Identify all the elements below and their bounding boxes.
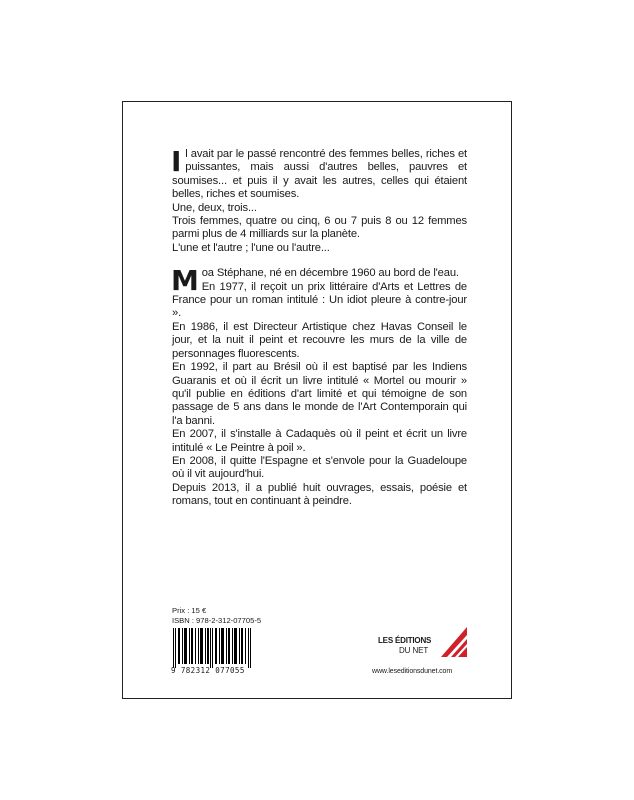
barcode-image bbox=[172, 628, 252, 668]
intro-line-2: Une, deux, trois... bbox=[172, 201, 257, 214]
bio-paragraph-7: Depuis 2013, il a publié huit ouvrages, essais, poésie et romans, tout en continuant à peindre. bbox=[172, 481, 467, 508]
publisher-name-line1: LES ÉDITIONS bbox=[378, 636, 432, 645]
back-cover-text bbox=[171, 145, 467, 509]
isbn-label: ISBN : 978-2-312-07705-5 bbox=[172, 616, 262, 625]
intro-line-3: Trois femmes, quatre ou cinq, 6 ou 7 puis 8 ou 12 femmes parmi plus de 4 milliards sur la planète. bbox=[172, 215, 467, 241]
price-label: Prix : 15 € bbox=[172, 606, 207, 615]
price-block bbox=[172, 606, 261, 626]
publisher-logo-icon bbox=[441, 627, 467, 657]
bio-paragraph-1: Moa Stéphane, né en décembre 1960 au bord de l'eau. En 1977, il reçoit un prix littéraire d'Arts et Lettres de France pour un roman intitulé : Un idiot pleure à contre-jour ». bbox=[171, 264, 467, 320]
bio-paragraph-5: En 2007, il s'installe à Cadaquès où il peint et écrit un livre intitulé « Le Peintre à poil ». bbox=[172, 428, 467, 454]
dropcap-i: I bbox=[171, 145, 182, 178]
intro-paragraph: Il avait par le passé rencontré des femmes belles, riches et puissantes, mais aussi d'autres belles, pauvres et soumises... et puis il y avait les autres, celles qui étaient belles, riches et soumises. bbox=[171, 145, 467, 201]
publisher-url: www.leseditionsdunet.com bbox=[372, 668, 453, 675]
bio-paragraph-6: En 2008, il quitte l'Espagne et s'envole pour la Guadeloupe où il vit aujourd'hui. bbox=[172, 454, 467, 481]
publisher-name-line2: DU NET bbox=[399, 646, 429, 655]
bio-paragraph-3: En 1986, il est Directeur Artistique chez Havas Conseil le jour, et la nuit il peint et recouvre les murs de la ville de personnages fluorescents. bbox=[172, 320, 467, 360]
bio-paragraph-4: En 1992, il part au Brésil où il est baptisé par les Indiens Guaranis et où il écrit un livre intitulé « Mortel ou mourir » qu'il publie en éditions d'art limité et qui témoigne de son passage de 5 ans dans le monde de l'Art Contemporain qui l'a banni. bbox=[172, 361, 467, 427]
barcode-number: 9 782312 077055 bbox=[171, 666, 245, 675]
intro-line-4: L'une et l'autre ; l'une ou l'autre... bbox=[172, 241, 330, 254]
dropcap-m: M bbox=[171, 264, 199, 298]
